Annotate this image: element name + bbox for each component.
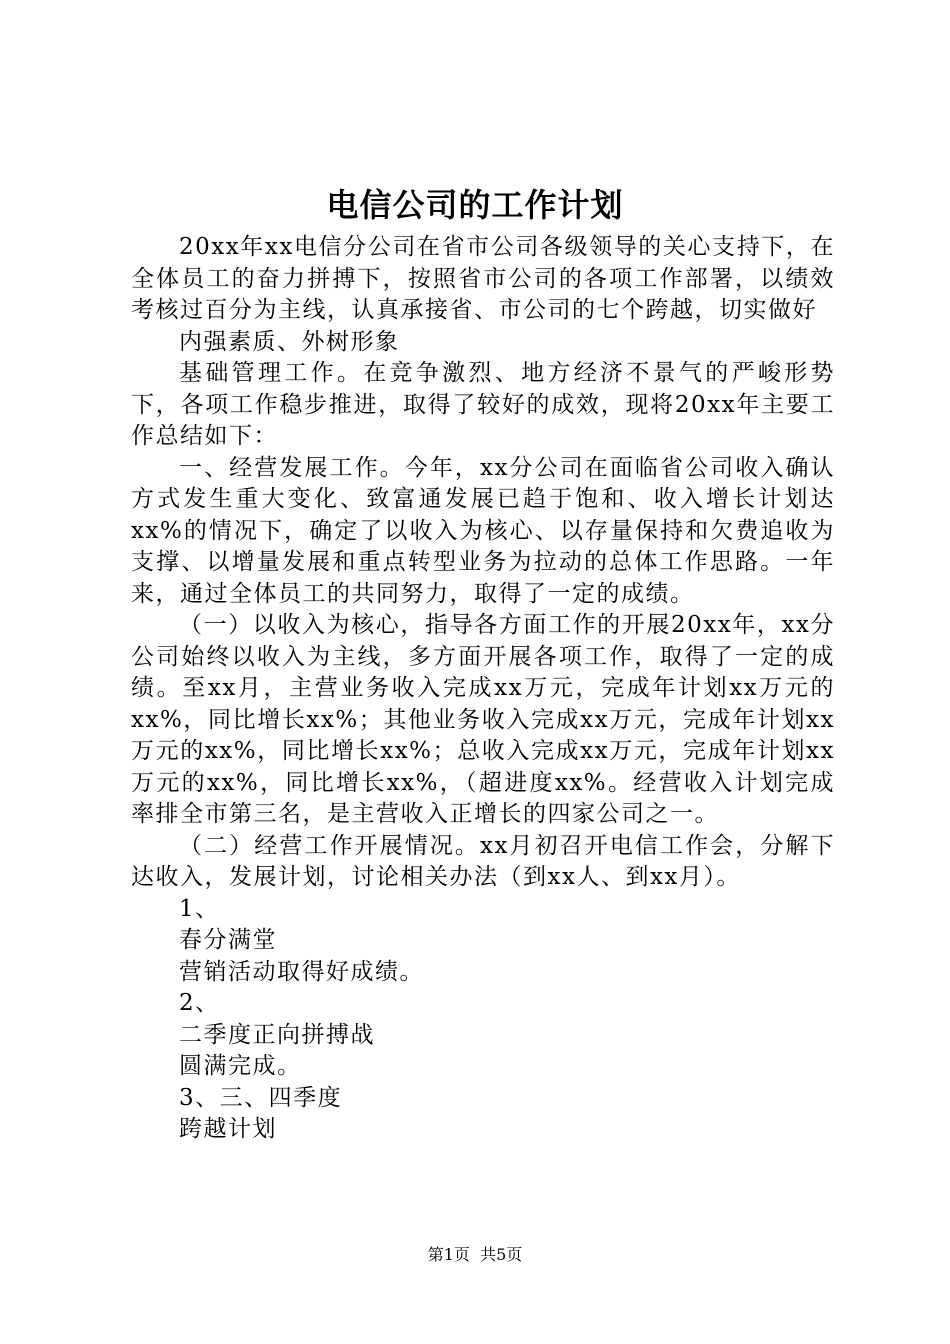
paragraph: （二）经营工作开展情况。xx月初召开电信工作会，分解下达收入，发展计划，讨论相关办法（到xx人、到xx月）。: [131, 832, 835, 890]
paragraph: 一、经营发展工作。今年，xx分公司在面临省公司收入确认方式发生重大变化、致富通发展已趋于饱和、收入增长计划达xx%的情况下，确定了以收入为核心、以存量保持和欠费追收为支撑、以增量发展和重点转型业务为拉动的总体工作思路。一年来，通过全体员工的共同努力，取得了一定的成绩。: [131, 454, 835, 607]
list-line: 圆满完成。: [179, 1053, 302, 1079]
paragraph: 内强素质、外树形象: [179, 328, 400, 355]
paragraph: 20xx年xx电信分公司在省市公司各级领导的关心支持下，在全体员工的奋力拼搏下，按照省市公司的各项工作部署，以绩效考核过百分为主线，认真承接省、市公司的七个跨越，切实做好: [131, 234, 835, 323]
list-line: 春分满堂: [179, 927, 277, 953]
paragraph: （一）以收入为核心，指导各方面工作的开展20xx年，xx分公司始终以收入为主线，多方面开展各项工作，取得了一定的成绩。至xx月，主营业务收入完成xx万元，完成年计划xx万元的xx%，同比增长xx%；其他业务收入完成xx万元，完成年计划xx万元的xx%，同比增长xx%；总收入完成xx万元，完成年计划xx万元的xx%，同比增长xx%，（超进度xx%。经营收入计划完成率排全市第三名，是主营收入正增长的四家公司之一。: [131, 612, 835, 827]
list-line: 2、: [179, 990, 220, 1016]
list-line: 二季度正向拼搏战: [179, 1021, 375, 1048]
list-line: 1、: [179, 895, 220, 922]
list-line: 3、三、四季度: [179, 1084, 343, 1111]
page-footer: [0, 1244, 950, 1266]
paragraph: 基础管理工作。在竞争激烈、地方经济不景气的严峻形势下，各项工作稳步推进，取得了较好的成效，现将20xx年主要工作总结如下：: [131, 360, 835, 449]
document-body: [131, 232, 835, 1146]
list-line: 跨越计划: [179, 1116, 277, 1142]
page-number: 第1页: [427, 1245, 470, 1264]
document-title: 电信公司的工作计划: [326, 186, 624, 224]
page-total: 共5页: [480, 1245, 523, 1264]
list-line: 营销活动取得好成绩。: [179, 958, 424, 985]
